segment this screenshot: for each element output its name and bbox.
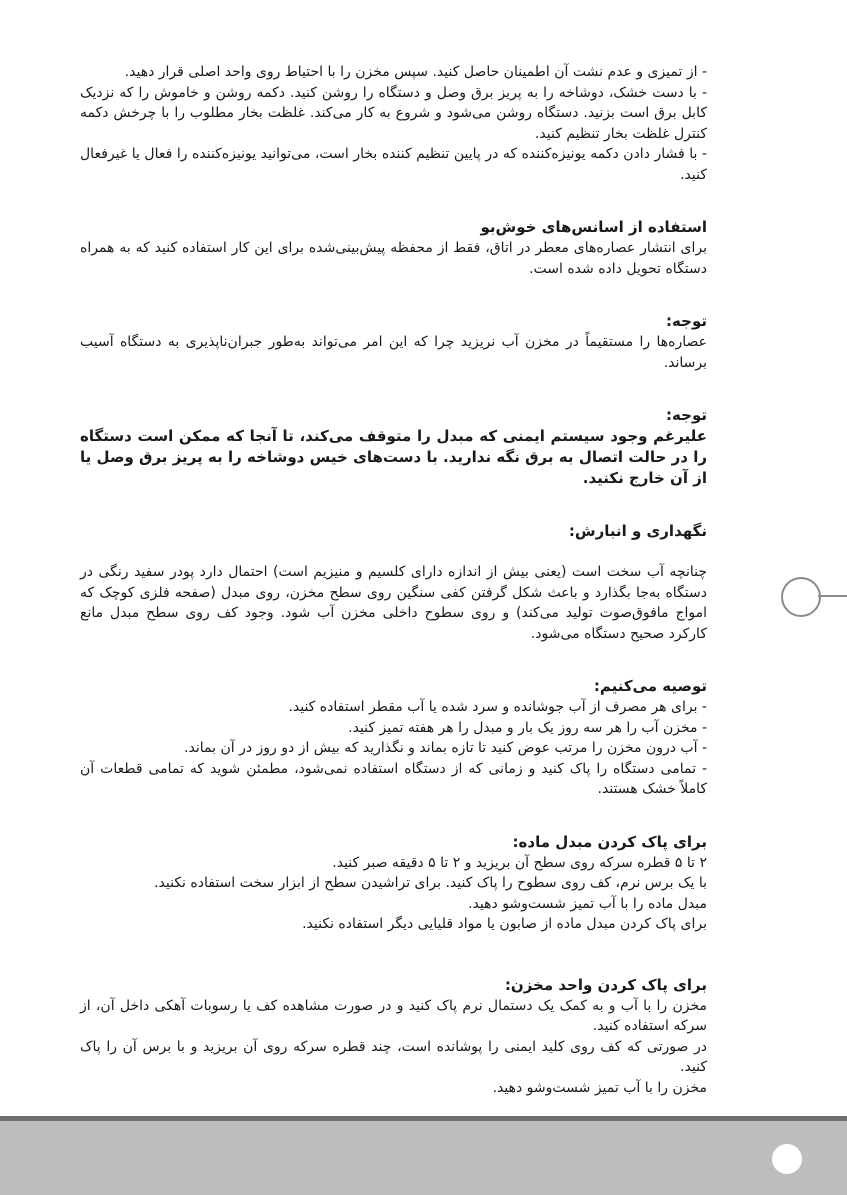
maintenance-body: چنانچه آب سخت است (یعنی بیش از اندازه دارای کلسیم و منیزیم است) احتمال دارد پودر سفید رنگی در دستگاه به‌جا بگذارد و باعث شکل گرفتن کفی سنگین روی سطح مخزن، روی مبدل (صفحه فلزی کوچک که امواج مافوق‌صوت تولید می‌کند) و روی سطوح داخلی مخزن آب شود. وجود کف روی سطح مبدل مانع کارکرد صحیح دستگاه می‌شود. [80,564,707,642]
essences-heading: استفاده از اسانس‌های خوش‌بو [480,218,707,236]
intro-section [80,62,707,185]
clean-transducer-section [80,832,707,935]
list-item: ۲ تا ۵ قطره سرکه روی سطح آن بریزید و ۲ تا ۵ دقیقه صبر کنید. [332,854,707,871]
intro-paragraph: - با دست خشک، دوشاخه را به پریز برق وصل و دستگاه را روشن کنید. دکمه روشن و خاموش را که نزدیک کابل برق است بزنید. دستگاه روشن می‌شود و شروع به کار می‌کند. غلظت بخار مطلوب را با چرخش دکمه کنترل غلظت بخار تنظیم کنید. [80,84,707,142]
side-tab-connector [818,595,847,597]
page-number-dot [772,1144,802,1174]
side-tab-marker [781,577,821,617]
maintenance-heading: نگهداری و انبارش: [568,522,707,540]
note-heading: توجه: [666,312,707,330]
intro-paragraph: - با فشار دادن دکمه یونیزه‌کننده که در پایین تنظیم کننده بخار است، می‌توانید یونیزه‌کننده را فعال یا غیرفعال کنید. [80,146,707,183]
list-item: با یک برس نرم، کف روی سطوح را پاک کنید. برای تراشیدن سطح از ابزار سخت استفاده نکنید. [154,875,707,891]
maintenance-section [80,521,707,644]
note-section [80,311,707,373]
recommend-heading: توصیه می‌کنیم: [593,677,707,695]
clean-transducer-heading: برای پاک کردن مبدل ماده: [512,832,707,851]
list-item: مخزن را با آب و به کمک یک دستمال نرم پاک کنید و در صورت مشاهده کف یا رسوبات آهکی داخل آن، از سرکه استفاده کنید. [80,997,707,1034]
intro-paragraph: - از تمیزی و عدم نشت آن اطمینان حاصل کنید. سپس مخزن را با احتیاط روی واحد اصلی قرار دهید. [124,64,707,80]
list-item: - آب درون مخزن را مرتب عوض کنید تا تازه بماند و نگذارید که بیش از دو روز در آن بماند. [184,740,707,756]
page-footer [0,1121,847,1195]
list-item: برای پاک کردن مبدل ماده از صابون یا مواد قلیایی دیگر استفاده نکنید. [302,916,707,932]
essences-section [80,217,707,279]
recommend-section [80,676,707,800]
safety-note-heading: توجه: [666,406,707,424]
list-item: - تمامی دستگاه را پاک کنید و زمانی که از دستگاه استفاده نمی‌شود، مطمئن شوید که تمامی قطعات آن کاملاً خشک هستند. [80,760,707,797]
clean-tank-section [80,975,707,1099]
note-body: عصاره‌ها را مستقیماً در مخزن آب نریزید چرا که این امر می‌تواند به‌طور جبران‌ناپذیری به دستگاه آسیب برساند. [80,334,707,371]
list-item: در صورتی که کف روی کلید ایمنی را پوشانده است، چند قطره سرکه روی آن بریزید و با برس آن را پاک کنید. [80,1038,707,1075]
manual-page-content [80,62,707,1098]
essences-body: برای انتشار عصاره‌های معطر در اتاق، فقط از محفظه پیش‌بینی‌شده برای این کار استفاده کنید که به همراه دستگاه تحویل داده شده است. [80,240,707,277]
list-item: مخزن را با آب تمیز شست‌وشو دهید. [492,1079,707,1096]
list-item: - برای هر مصرف از آب جوشانده و سرد شده یا آب مقطر استفاده کنید. [288,699,707,715]
safety-note-body: علیرغم وجود سیستم ایمنی که مبدل را متوقف می‌کند، تا آنجا که ممکن است دستگاه را در حالت اتصال به برق نگه ندارید. با دست‌های خیس دوشاخه را به پریز برق وصل یا از آن خارج نکنید. [80,427,707,487]
list-item: - مخزن آب را هر سه روز یک بار و مبدل را هر هفته تمیز کنید. [348,719,707,736]
clean-tank-heading: برای پاک کردن واحد مخزن: [504,975,707,994]
safety-note-section [80,405,707,489]
list-item: مبدل ماده را با آب تمیز شست‌وشو دهید. [468,895,707,912]
